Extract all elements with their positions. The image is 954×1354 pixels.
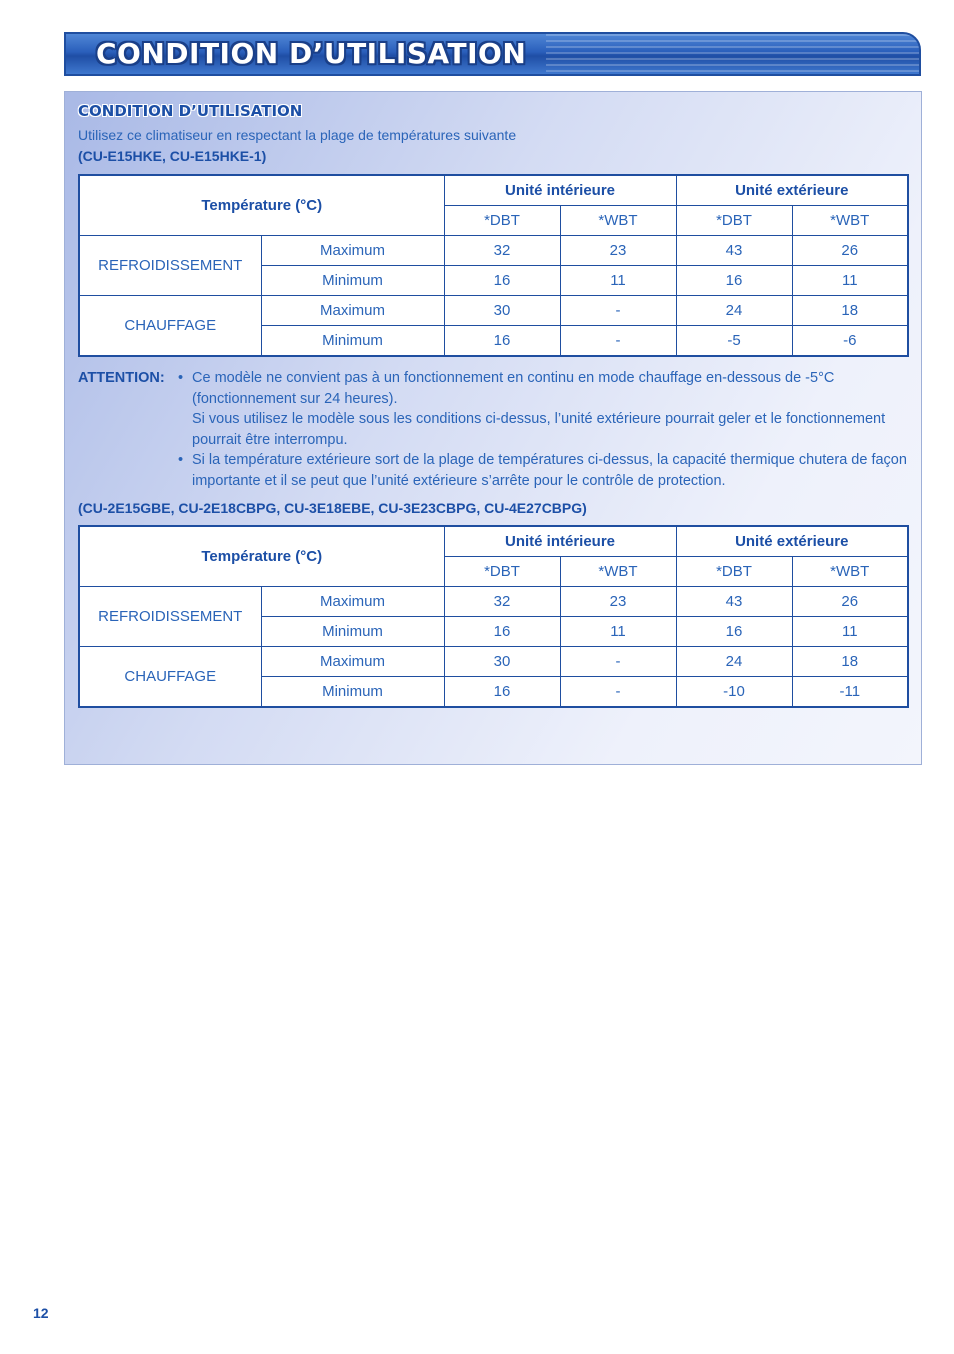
row-label: Minimum	[261, 677, 444, 708]
table-cell: -	[560, 647, 676, 677]
table-row	[79, 587, 908, 617]
table-cell: 16	[444, 677, 560, 708]
bullet-1: •	[178, 370, 184, 386]
table-cell: -10	[676, 677, 792, 708]
table-cell: -5	[676, 326, 792, 357]
table-cell: 43	[676, 236, 792, 266]
table-cell: 18	[792, 647, 908, 677]
header-indoor-wbt: *WBT	[560, 206, 676, 236]
table-cell: -	[560, 677, 676, 708]
header-indoor-dbt: *DBT	[444, 557, 560, 587]
header-indoor: Unité intérieure	[444, 175, 676, 206]
table-cell: 11	[792, 617, 908, 647]
table-cell: 11	[560, 266, 676, 296]
row-label: Maximum	[261, 296, 444, 326]
table-cell: 11	[560, 617, 676, 647]
mode-heating: CHAUFFAGE	[79, 647, 261, 708]
table-cell: -	[560, 326, 676, 357]
header-indoor-dbt: *DBT	[444, 206, 560, 236]
table-header-row	[79, 526, 908, 557]
row-label: Maximum	[261, 647, 444, 677]
table-cell: 26	[792, 236, 908, 266]
table-cell: 30	[444, 647, 560, 677]
table2	[78, 525, 909, 708]
header-outdoor-dbt: *DBT	[676, 206, 792, 236]
row-label: Minimum	[261, 266, 444, 296]
table-cell: 30	[444, 296, 560, 326]
row-label: Maximum	[261, 587, 444, 617]
mode-cooling: REFROIDISSEMENT	[79, 587, 261, 647]
page-title-banner	[64, 32, 921, 76]
banner-stripes	[546, 34, 919, 74]
attention-item-1-cont: Si vous utilisez le modèle sous les conditions ci-dessus, l’unité extérieure pourrait geler et le fonctionnement pourrait être interrompu.	[192, 411, 886, 448]
table1-models: (CU-E15HKE, CU-E15HKE-1)	[78, 148, 267, 164]
table-cell: 16	[444, 617, 560, 647]
header-outdoor: Unité extérieure	[676, 175, 908, 206]
mode-heating: CHAUFFAGE	[79, 296, 261, 357]
section-title: CONDITION D’UTILISATION	[78, 102, 303, 120]
table-cell: -11	[792, 677, 908, 708]
row-label: Minimum	[261, 326, 444, 357]
header-outdoor: Unité extérieure	[676, 526, 908, 557]
table-cell: 24	[676, 647, 792, 677]
table-cell: 16	[444, 326, 560, 357]
table-cell: 16	[676, 266, 792, 296]
table-cell: 23	[560, 587, 676, 617]
attention-item-1: Ce modèle ne convient pas à un fonctionnement en continu en mode chauffage en-dessous de -5°C (fonctionnement sur 24 heures).	[192, 370, 835, 407]
attention-label: ATTENTION:	[78, 370, 165, 386]
table-cell: 24	[676, 296, 792, 326]
table-row	[79, 647, 908, 677]
header-indoor: Unité intérieure	[444, 526, 676, 557]
header-outdoor-wbt: *WBT	[792, 206, 908, 236]
header-temperature: Température (°C)	[79, 526, 444, 587]
table-header-row	[79, 175, 908, 206]
table-cell: 23	[560, 236, 676, 266]
section-intro: Utilisez ce climatiseur en respectant la plage de températures suivante	[78, 127, 517, 143]
table-cell: 26	[792, 587, 908, 617]
header-temperature: Température (°C)	[79, 175, 444, 236]
header-outdoor-wbt: *WBT	[792, 557, 908, 587]
table-cell: 43	[676, 587, 792, 617]
row-label: Maximum	[261, 236, 444, 266]
header-indoor-wbt: *WBT	[560, 557, 676, 587]
header-outdoor-dbt: *DBT	[676, 557, 792, 587]
mode-cooling: REFROIDISSEMENT	[79, 236, 261, 296]
table-cell: 16	[444, 266, 560, 296]
page-number: 12	[33, 1305, 49, 1321]
bullet-2: •	[178, 452, 184, 468]
table-cell: 11	[792, 266, 908, 296]
table-cell: -6	[792, 326, 908, 357]
content-panel	[64, 91, 922, 765]
table-cell: 16	[676, 617, 792, 647]
table1	[78, 174, 909, 357]
row-label: Minimum	[261, 617, 444, 647]
table-cell: 32	[444, 236, 560, 266]
attention-item-2: Si la température extérieure sort de la plage de températures ci-dessus, la capacité thermique chutera de façon importante et il se peut que l’unité extérieure s’arrête pour le contrôle de protection.	[192, 452, 907, 489]
table2-models: (CU-2E15GBE, CU-2E18CBPG, CU-3E18EBE, CU-3E23CBPG, CU-4E27CBPG)	[78, 500, 587, 516]
table-cell: -	[560, 296, 676, 326]
page-title: CONDITION D’UTILISATION	[96, 37, 527, 70]
table-cell: 18	[792, 296, 908, 326]
table-cell: 32	[444, 587, 560, 617]
table-row	[79, 296, 908, 326]
table-row	[79, 236, 908, 266]
